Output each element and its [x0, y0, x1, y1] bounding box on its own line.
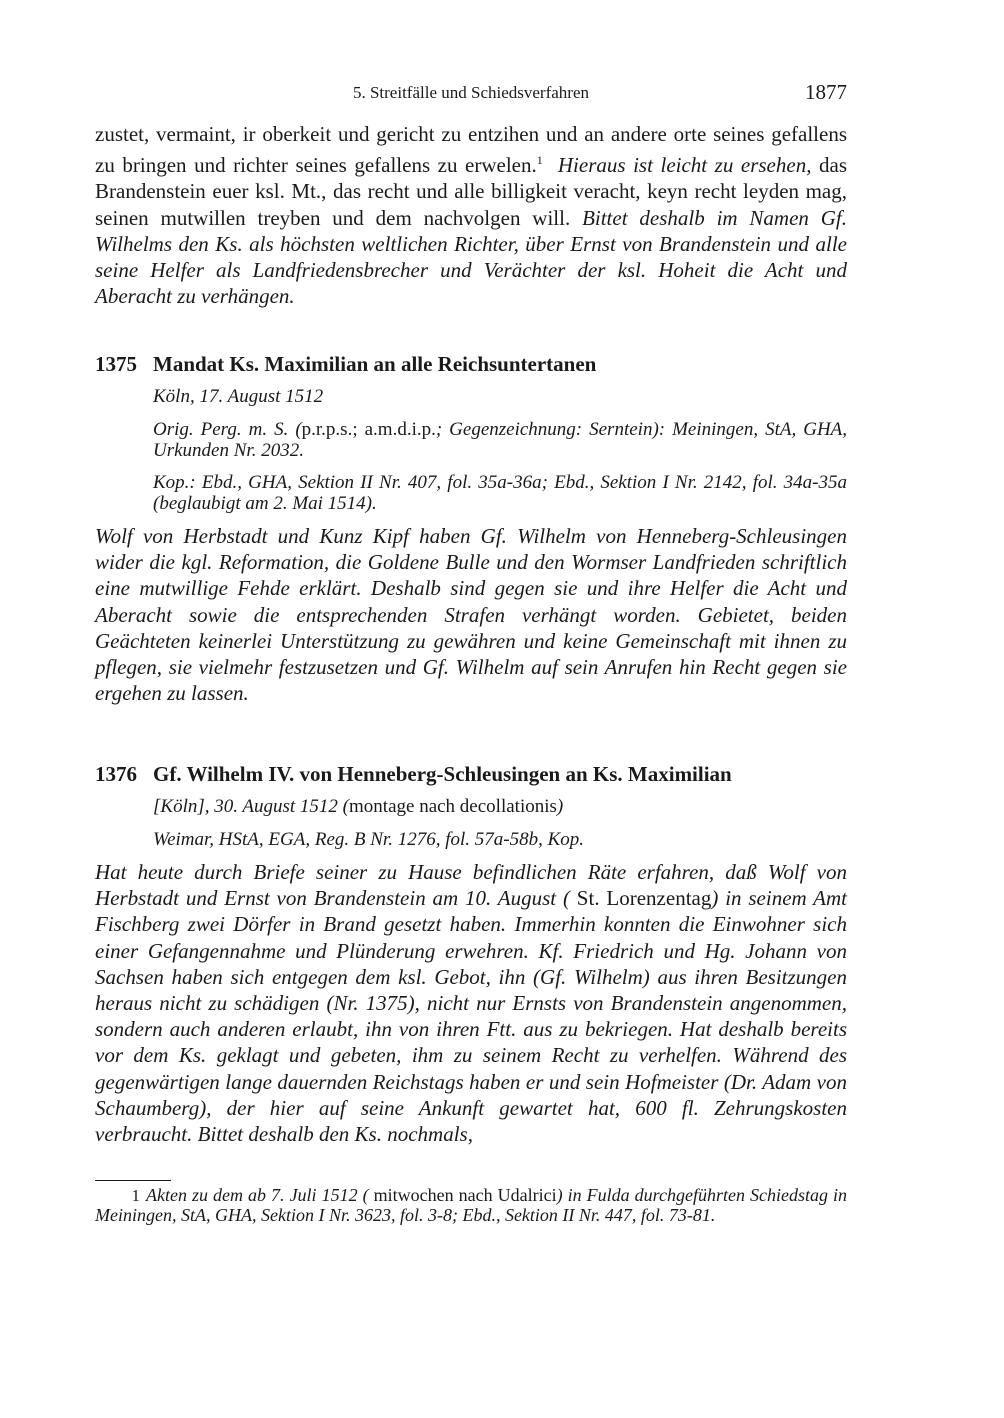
entry-1376-source: Weimar, HStA, EGA, Reg. B Nr. 1276, fol. 57a-58b, Kop.: [153, 829, 585, 850]
running-title: 5. Streitfälle und Schiedsverfahren: [352, 83, 590, 102]
running-header: [95, 80, 847, 106]
intro-text-1: zustet, vermaint, ir oberkeit und gericht zu entzihen und an andere orte seines gefallens zu bringen und richter seines gefallens zu erwelen.: [95, 122, 847, 178]
footnote-1: 1 Akten zu dem ab 7. Juli 1512 ( mitwochen nach Udalrici) in Fulda durchgeführten Schiedstag in Meiningen, StA, GHA, Sektion I Nr. 3623, fol. 3-8; Ebd., Sektion II Nr. 447, fol. 73-81.: [95, 1185, 848, 1225]
page-number: 1877: [805, 80, 847, 104]
entry-title: Mandat Ks. Maximilian an alle Reichsuntertanen: [153, 352, 597, 376]
entry-1375-heading: [95, 352, 847, 377]
entry-1375-source: Orig. Perg. m. S. (p.r.p.s.; a.m.d.i.p.; Gegenzeichnung: Serntein): Meiningen, StA, GHA, Urkunden Nr. 2032.: [153, 419, 848, 461]
intro-text-2: Hieraus ist leicht zu ersehen,: [557, 153, 812, 178]
entry-1375-place-date: Köln, 17. August 1512: [153, 386, 324, 407]
footnote-rule: [95, 1180, 171, 1181]
entry-number: 1375: [95, 352, 137, 376]
entry-number: 1376: [95, 762, 137, 786]
intro-text-3: das Brandenstein euer ksl. Mt., das recht und alle billigkeit veracht, keyn recht leyden mag, seinen mutwillen treyben und dem nachvolgen will.: [95, 153, 847, 230]
intro-text-4: Bittet deshalb im Namen Gf. Wilhelms den Ks. als höchsten weltlichen Richter, über Ernst von Brandenstein und alle seine Helfer als Landfriedensbrecher und Verächter der ksl. Hoheit die Acht und Aberacht zu verhängen.: [95, 205, 847, 309]
intro-paragraph: [95, 121, 847, 309]
entry-1376: [95, 762, 847, 1147]
entry-1375: [95, 352, 847, 706]
entry-1375-summary: Wolf von Herbstadt und Kunz Kipf haben Gf. Wilhelm von Henneberg-Schleusingen wider die kgl. Reformation, die Goldene Bulle und den Wormser Landfrieden schriftlich eine mutwillige Fehde erklärt. Deshalb sind gegen sie und ihre Helfer die Acht und Aberacht sowie die entsprechenden Strafen verhängt worden. Gebietet, beiden Geächteten keinerlei Unterstützung zu gewähren und keine Gemeinschaft mit ihnen zu pflegen, sie vielmehr festzusetzen und Gf. Wilhelm auf sein Anrufen hin Recht gegen sie ergehen zu lassen.: [95, 524, 847, 706]
entry-title: Gf. Wilhelm IV. von Henneberg-Schleusingen an Ks. Maximilian: [153, 762, 732, 786]
footnote-ref: 1: [536, 153, 543, 168]
footnote-mark: 1: [131, 1186, 140, 1205]
entry-1376-summary: Hat heute durch Briefe seiner zu Hause befindlichen Räte erfahren, daß Wolf von Herbstadt und Ernst von Brandenstein am 10. August ( St. Lorenzentag) in seinem Amt Fischberg zwei Dörfer in Brand gesetzt haben. Immerhin konnten die Einwohner sich einer Gefangennahme und Plünderung erwehren. Kf. Friedrich und Hg. Johann von Sachsen haben sich entgegen dem ksl. Gebot, ihn (Gf. Wilhelm) aus ihren Besitzungen heraus nicht zu schädigen (Nr. 1375), nicht nur Ernsts von Brandenstein angenommen, sondern auch anderen erlaubt, ihn von ihren Ftt. aus zu bekriegen. Hat deshalb bereits vor dem Ks. geklagt und gebeten, ihm zu seinem Recht zu verhelfen. Während des gegenwärtigen lange dauernden Reichstags haben er und sein Hofmeister (Dr. Adam von Schaumberg), der hier auf seine Ankunft gewartet hat, 600 fl. Zehrungskosten verbraucht. Bittet deshalb den Ks. nochmals,: [95, 860, 847, 1147]
entry-1376-heading: [95, 762, 847, 787]
entry-1375-copies: Kop.: Ebd., GHA, Sektion II Nr. 407, fol. 35a-36a; Ebd., Sektion I Nr. 2142, fol. 34a-35a (beglaubigt am 2. Mai 1514).: [153, 472, 847, 514]
entry-1376-place-date: [Köln], 30. August 1512 (montage nach decollationis): [153, 796, 564, 817]
